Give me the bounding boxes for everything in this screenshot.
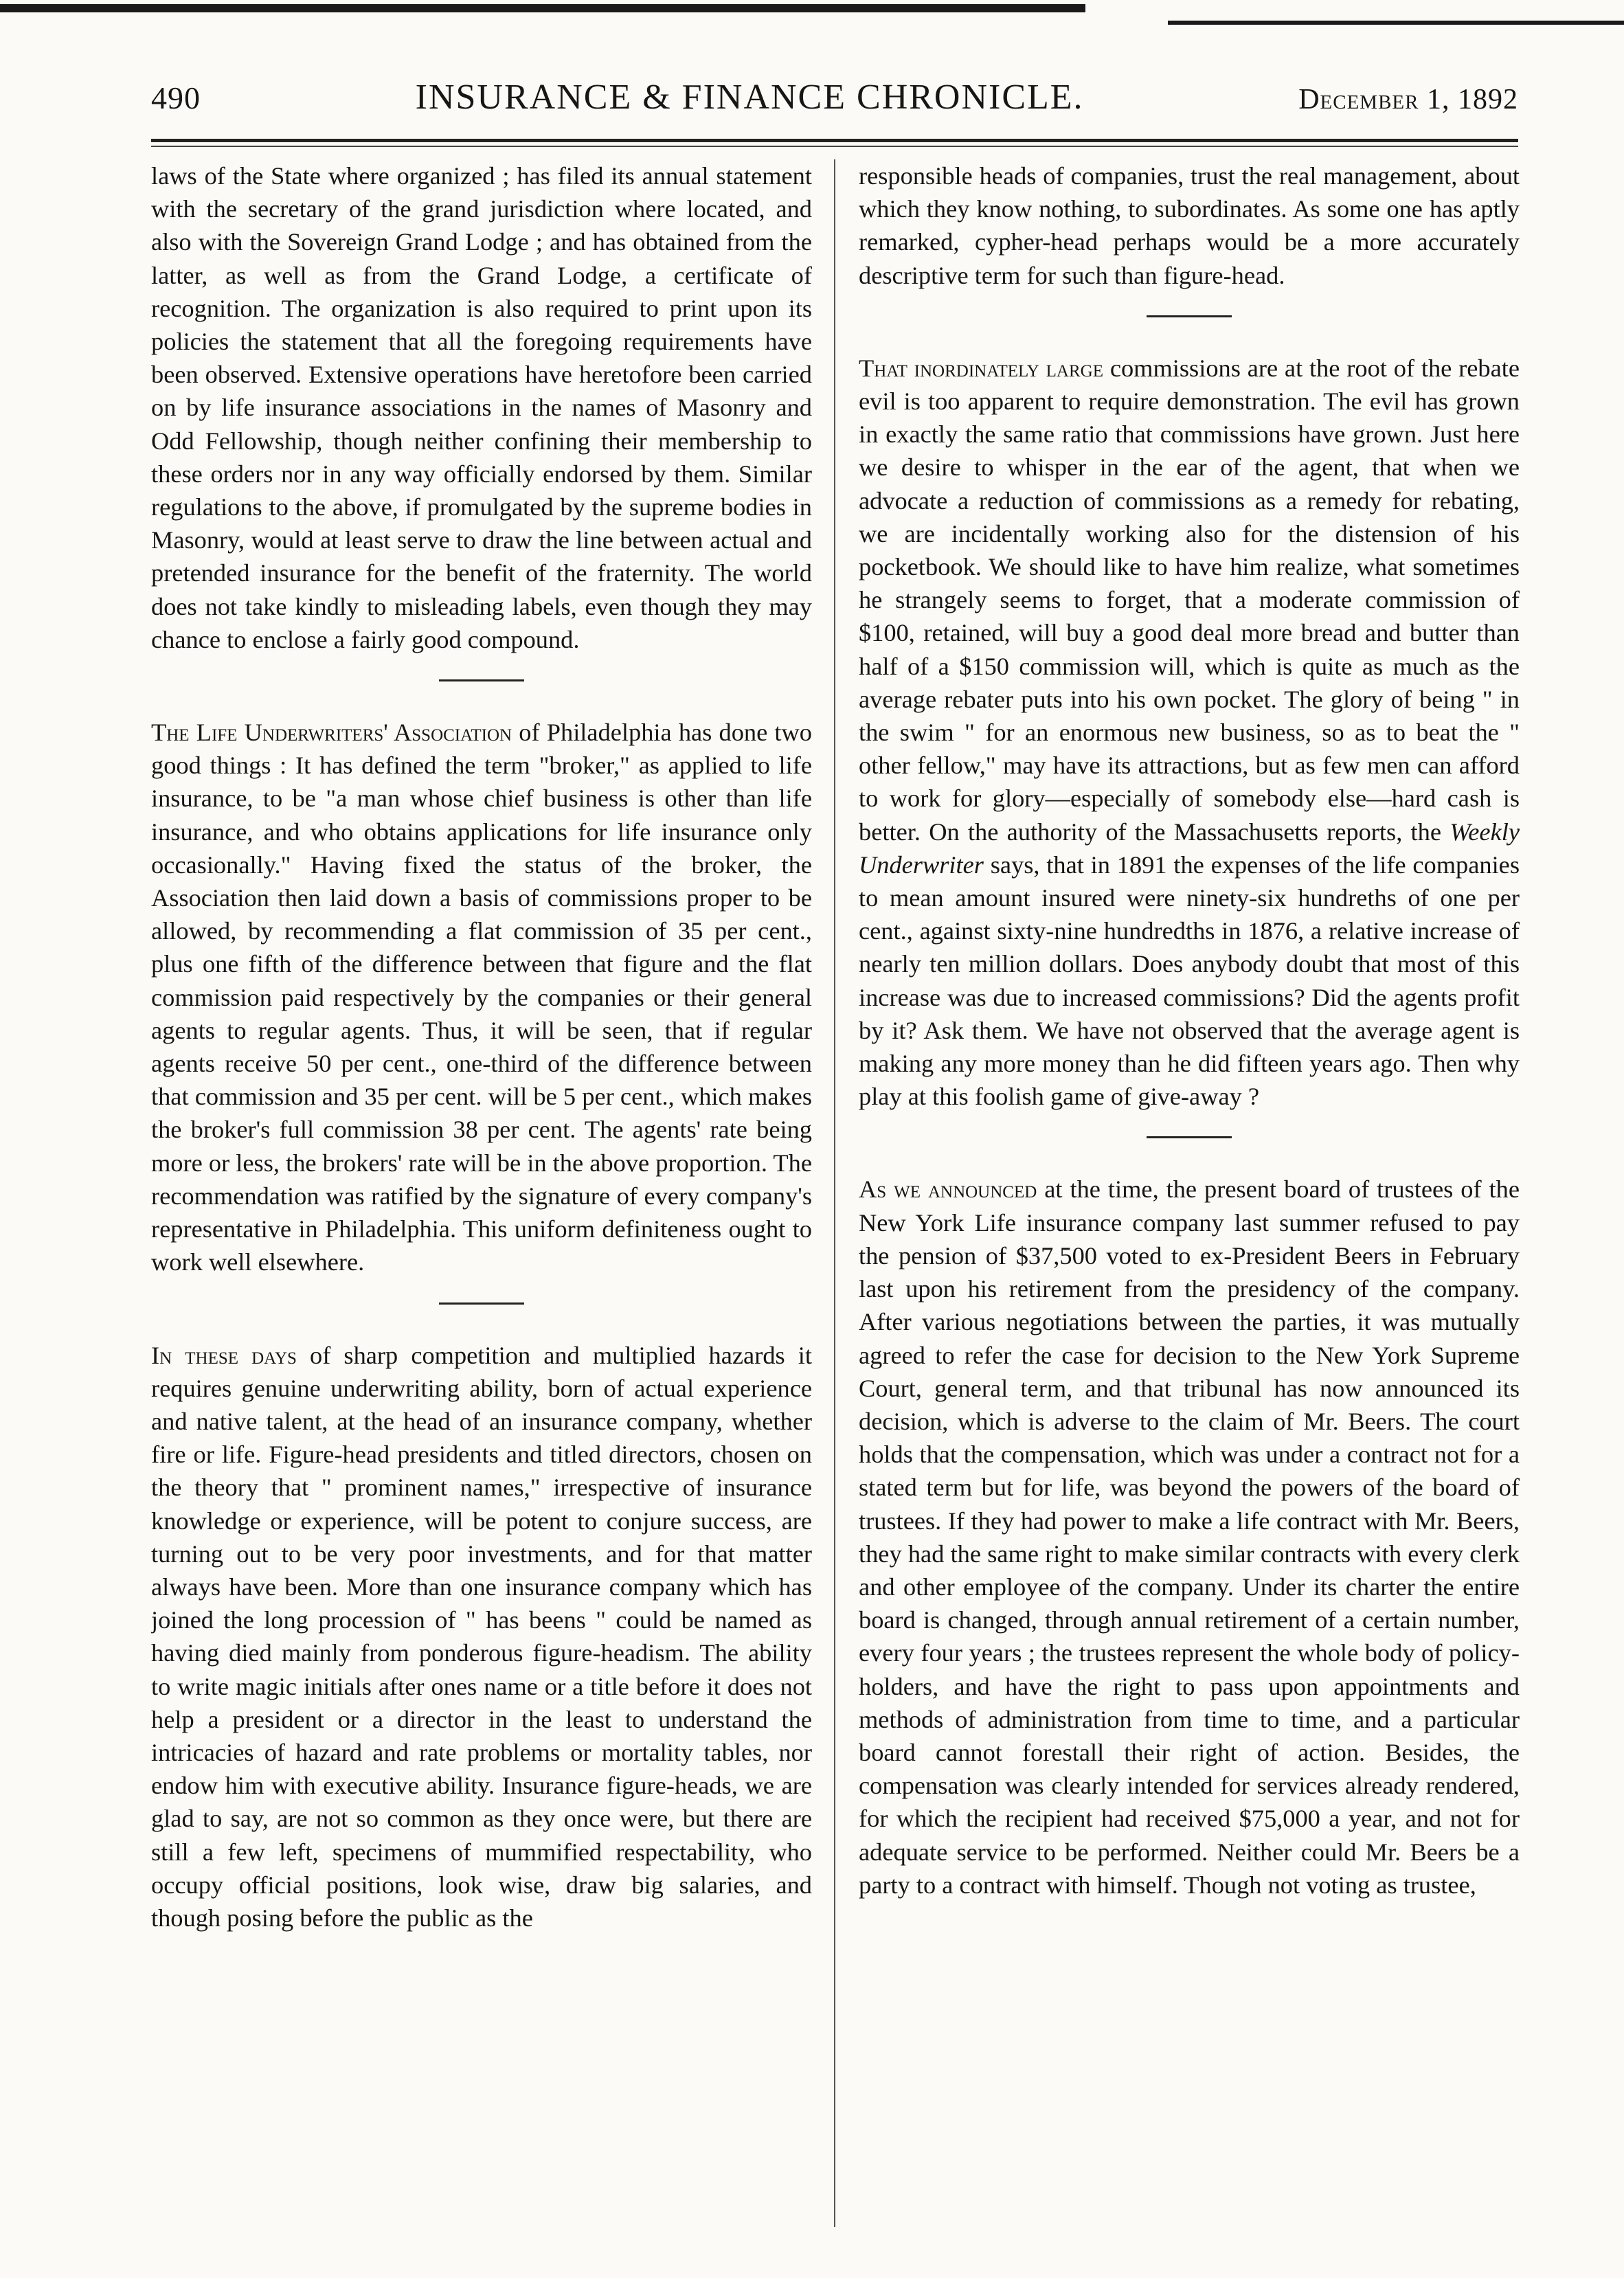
top-edge-rule-right [1168, 21, 1624, 25]
page-number: 490 [151, 80, 201, 115]
paragraph-lead-in: That inordinately large [859, 354, 1103, 382]
section-separator [1147, 1136, 1232, 1138]
paragraph-cypher-head: responsible heads of companies, trust the real management, about which they know nothing, to subordinates. As some one has aptly remarked, cypher-head perhaps would be a more accurately descriptive term for such than figure-head. [859, 162, 1520, 289]
paragraph-underwriters-association [151, 716, 812, 1278]
right-column [859, 159, 1520, 2248]
paragraph-masonry-regulations: laws of the State where organized ; has filed its annual statement with the secretary of the grand jurisdiction where located, and also with the Sovereign Grand Lodge ; and has obtained from the latter, as well as from the Grand Lodge, a certificate of recognition. The organization is also required to print upon its policies the statement that all the foregoing requirements have been observed. Extensive operations have heretofore been carried on by life insurance associations in the names of Masonry and Odd Fellowship, though neither confining their membership to these orders nor in any way officially endorsed by them. Similar regulations to the above, if promulgated by the supreme bodies in Masonry, would at least serve to draw the line between actual and pretended insurance for the benefit of the fraternity. The world does not take kindly to misleading labels, even though they may chance to enclose a fairly good compound. [151, 162, 812, 653]
paragraph-lead-in: In these days [151, 1341, 297, 1369]
paragraph-body: at the time, the present board of trustees of the New York Life insurance company last summer refused to pay the pension of $37,500 voted to ex-President Beers in February last upon his retirement from the presidency of the company. After various negotiations between the parties, it was mutually agreed to refer the case for decision to the New York Supreme Court, general term, and that tribunal has now announced its decision, which is adverse to the claim of Mr. Beers. The court holds that the compensation, which was under a contract not for a stated term but for life, was beyond the powers of the board of trustees. If they had power to make a life contract with Mr. Beers, they had the same right to make similar contracts with every clerk and other employee of the company. Under its charter the entire board is changed, through annual retirement of a certain number, every four years ; the trustees represent the whole body of policy-holders, and have the right to pass upon appointments and methods of administration from time to time, and a particular board cannot forestall their right of action. Besides, the compensation was clearly intended for services already rendered, for which the recipient had received $75,000 a year, and not for adequate service to be performed. Neither could Mr. Beers be a party to a contract with himself. Though not voting as trustee, [859, 1175, 1520, 1899]
publication-title: INSURANCE & FINANCE CHRONICLE. [415, 78, 1084, 117]
section-separator [439, 679, 524, 681]
masthead-rule [151, 139, 1518, 142]
column-divider [834, 159, 835, 2227]
paragraph-body: of sharp competition and multiplied hazards it requires genuine underwriting ability, born of actual experience and native talent, at the head of an insurance company, whether fire or life. Figure-head presidents and titled directors, chosen on the theory that " prominent names," irrespective of insurance knowledge or experience, will be potent to conjure success, are turning out to be very poor investments, and for that matter always have been. More than one insurance company which has joined the long procession of " has beens " could be named as having died mainly from ponderous figure-headism. The ability to write magic initials after ones name or a title before it does not help a president or a director in the least to understand the intricacies of hazard and rate problems or mortality tables, nor endow him with executive ability. Insurance figure-heads, we are glad to say, are not so common as they once were, but there are still a few left, specimens of mummified respectability, who occupy official positions, look wise, draw big salaries, and though posing before the public as the [151, 1341, 812, 1932]
masthead-rule-thin [151, 146, 1518, 147]
paragraph-figure-heads [151, 1339, 812, 1935]
paragraph-body: commissions are at the root of the rebate evil is too apparent to require demonstration. The evil has grown in exactly the same ratio that commissions have grown. Just here we desire to whisper in the ear of the agent, that when we advocate a reduction of commissions as a remedy for rebating, we are incidentally working also for the distension of his pocketbook. We should like to have him realize, what sometimes he strangely seems to forget, that a moderate commission of $100, retained, will buy a good deal more bread and butter than half of a $150 commission will, which is quite as much as the average rebater puts into his own pocket. The glory of being " in the swim " for an enormous new business, so as to beat the " other fellow," may have its attractions, but as few men can afford to work for glory—especially of somebody else—hard cash is better. On the authority of the Massachusetts reports, the [859, 354, 1520, 846]
publication-name: Weekly Underwriter [859, 817, 1520, 879]
left-column [151, 159, 812, 2248]
section-separator [1147, 315, 1232, 317]
paragraph-body: of Philadelphia has done two good things : It has defined the term "broker," as applied to life insurance, to be "a man whose chief business is other than life insurance, and who obtains applications for life insurance only occasionally." Having fixed the status of the broker, the Association then laid down a basis of commissions proper to be allowed, by recommending a flat commission of 35 per cent., plus one fifth of the difference between that figure and the flat commission paid respectively by the companies or their general agents to regular agents. Thus, it will be seen, that if regular agents receive 50 per cent., one-third of the difference between that commission and 35 per cent. will be 5 per cent., which makes the broker's full commission 38 per cent. The agents' rate being more or less, the brokers' rate will be in the above proportion. The recommendation was ratified by the signature of every company's representative in Philadelphia. This uniform definiteness ought to work well elsewhere. [151, 719, 812, 1276]
section-separator [439, 1302, 524, 1305]
top-edge-rule [0, 4, 1085, 12]
paragraph-lead-in: The Life Underwriters' Association [151, 719, 512, 747]
issue-date: December 1, 1892 [1298, 84, 1518, 115]
masthead [151, 77, 1518, 139]
paragraph-beers-pension [859, 1173, 1520, 1901]
paragraph-lead-in: As we announced [859, 1175, 1037, 1204]
paragraph-body-continued: says, that in 1891 the expenses of the life companies to mean amount insured were ninety-six hundreths of one per cent., against sixty-nine hundredths in 1876, a relative increase of nearly ten million dollars. Does anybody doubt that most of this increase was due to increased commissions? Did the agents profit by it? Ask them. We have not observed that the average agent is making any more money than he did fifteen years ago. Then why play at this foolish game of give-away ? [859, 850, 1520, 1111]
paragraph-commissions [859, 352, 1520, 1114]
